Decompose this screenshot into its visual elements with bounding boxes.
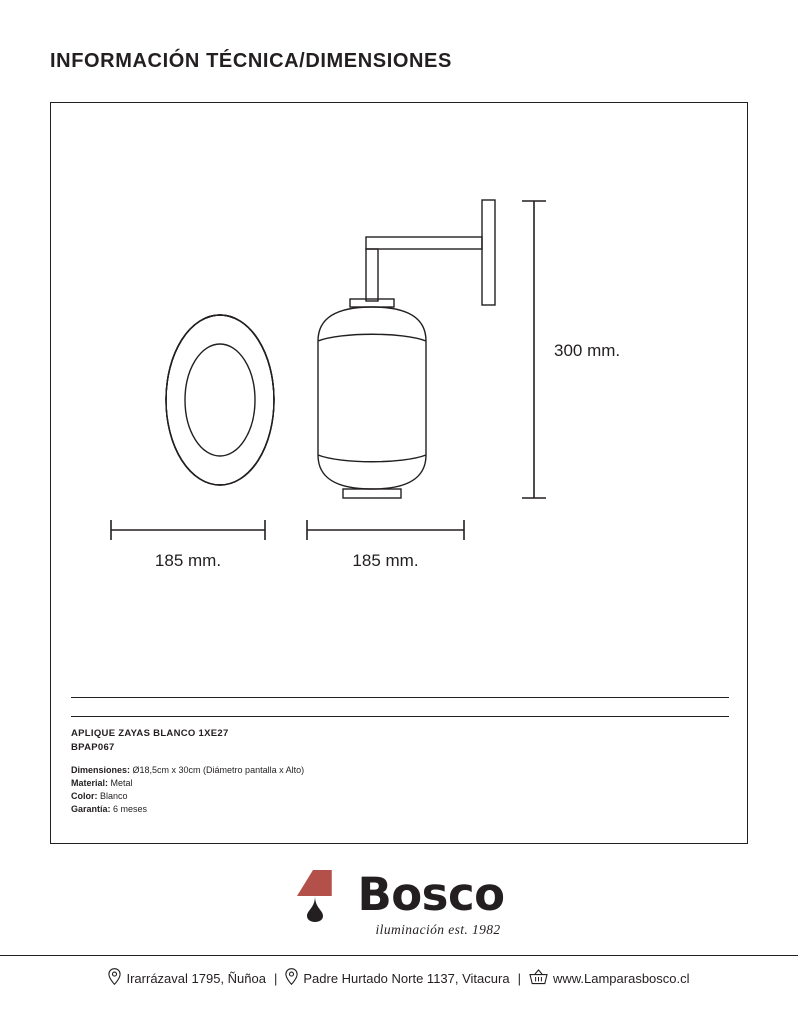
footer [0,955,798,988]
spec-value-color: Blanco [100,790,128,801]
technical-drawing-frame [50,102,748,844]
footer-address-1 [108,968,265,988]
spec-value-material: Metal [110,777,133,788]
footer-separator-2: | [517,970,521,986]
spec-row [71,790,729,803]
shopping-basket-icon [529,969,548,988]
location-pin-icon [108,968,121,988]
spec-label-material: Material: [71,777,109,788]
product-spec-list [71,764,729,816]
dimension-line-height [522,201,546,498]
dimension-line-width-right [307,520,464,540]
footer-address-2-text: Padre Hurtado Norte 1137, Vitacura [303,970,510,986]
location-pin-icon [285,968,298,988]
spec-label-dimensiones: Dimensiones: [71,764,131,775]
footer-separator-1: | [273,970,278,986]
divider-top [71,697,729,698]
footer-website-text: www.Lamparasbosco.cl [552,970,690,986]
dimension-label-width-left: 185 mm. [154,551,222,570]
page-title: INFORMACIÓN TÉCNICA/DIMENSIONES [50,50,452,72]
footer-website[interactable] [529,969,690,988]
spec-label-color: Color: [71,790,98,801]
brand-tagline: iluminación est. 1982 [375,922,501,937]
spec-label-garantia: Garantía: [71,803,111,814]
spec-row [71,764,729,777]
spec-value-garantia: 6 meses [113,803,148,814]
divider-bottom [71,716,729,717]
spec-row [71,803,729,816]
dimension-label-width-right: 185 mm. [352,551,419,570]
product-info-block [71,697,729,816]
spec-value-dimensiones: Ø18,5cm x 30cm (Diámetro pantalla x Alto) [132,764,305,775]
side-view-drawing [318,200,495,498]
product-name: APLIQUE ZAYAS BLANCO 1XE27 [71,728,229,739]
footer-address-1-text: Irarrázaval 1795, Ñuñoa [126,970,266,986]
footer-address-2 [285,968,509,988]
brand-logo [0,868,798,940]
spec-row [71,777,729,790]
front-view-drawing [166,315,274,485]
brand-name: Bosco [357,867,505,921]
product-code: BPAP067 [71,741,115,753]
lamp-logo-icon [293,866,355,922]
dimension-label-height: 300 mm. [554,341,621,360]
dimension-line-width-left [111,520,265,540]
